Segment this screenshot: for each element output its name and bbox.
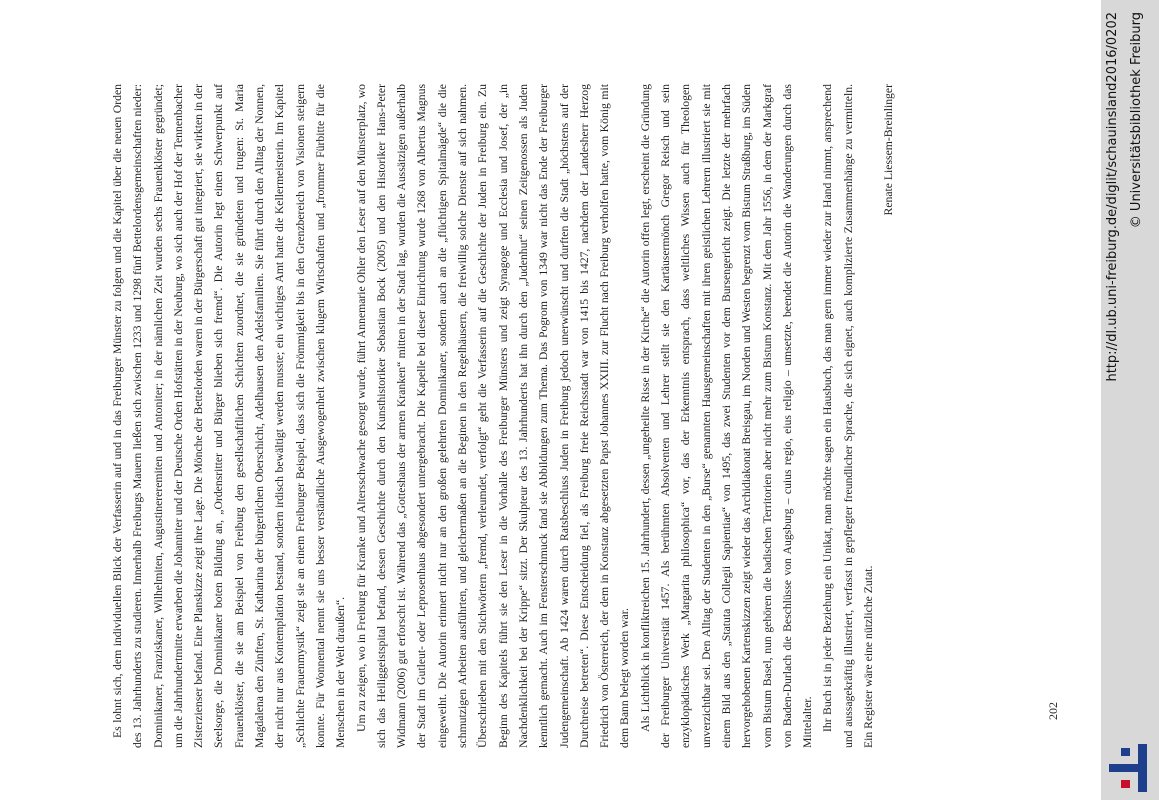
ub-freiburg-logo-icon [1107, 744, 1153, 792]
footer-rotated [1101, 0, 1159, 800]
paragraph-2: Um zu zeigen, wo in Freiburg für Kranke und Altersschwache gesorgt wurde, führt Annemarie Ohler den Leser auf den Münsterplatz, wo sich das Heiliggeistspital befand, dessen Geschichte durch den Kunsthistoriker Sebastian Bock (2005) und den Historiker Hans-Peter Widmann (2006) gut erforscht ist. Während das „Gotteshaus der armen Kranken“ mitten in der Stadt lag, wurden die Aussätzigen außerhalb der Stadt im Gutleut- oder Leprosenhaus abgesondert untergebracht. Die Kapelle bei dieser Einrichtung wurde 1268 von Albertus Magnus eingeweiht. Die Autorin erinnert nicht nur an den großen gelehrten Dominikaner, sondern auch an die „flüchtigen Spitalmägde“ die die schmutzigen Arbeiten ausführten, und gleichermaßen an die Beginen in den Regelhäusern, die freiwillig solche Dienste auf sich nahmen. Überschrieben mit den Stichwörtern „fremd, verleumdet, verfolgt“ geht die Verfasserin auf die Geschichte der Juden in Freiburg ein. Zu Beginn des Kapitels führt sie den Leser in die Vorhalle des Freiburger Münsters und zeigt Synagoge und Ecclesia und Josef, der „in Nachdenklichkeit bei der Krippe“ sitzt. Der Skulpteur des 13. Jahrhunderts hat ihn durch den „Judenhut“ seinen Zeitgenossen als Juden kenntlich gemacht. Auch im Fensterschmuck fand sie Abbildungen zum Thema. Das Pogrom von 1349 war nicht das Ende der Freiburger Judengemeinschaft. Ab 1424 waren durch Ratsbeschluss Juden in Freiburg jedoch unerwünscht und durften die Stadt „höchstens auf der Durchreise betreten“. Diese Entscheidung fiel, als Freiburg freie Reichsstadt war von 1415 bis 1427, nachdem der Landesherr Herzog Friedrich von Österreich, der dem in Konstanz abgesetzten Papst Johannes XXIII. zur Flucht nach Freiburg verholfen hatte, vom König mit dem Bann belegt worden war. [354, 84, 632, 748]
source-url-link[interactable]: http://dl.ub.uni-freiburg.de/diglit/schauinsland2016/0202 [1105, 12, 1120, 382]
author-signature: Renate Liessem-Breinlinger [882, 84, 896, 216]
paragraph-4: Ihr Buch ist in jeder Beziehung ein Unikat, man möchte sagen ein Hausbuch, das man gern immer wieder zur Hand nimmt, ansprechend und aussagekräftig illustriert, verfasst in gepflegter freundlicher Sprache, die sich eignet, auch komplizierte Zusammenhänge zu vermitteln. Ein Register wäre eine nützliche Zutat. [821, 84, 875, 748]
copyright-notice: © Universitätsbibliothek Freiburg [1129, 12, 1144, 229]
footer-sidebar [1101, 0, 1159, 800]
paragraph-3: Als Lichtblick in konfliktreichen 15. Jahrhundert, dessen „ungeheilte Risse in der Kirche“ die Autorin offen legt, erscheint die Gründung der Freiburger Universität 1457. Als berühmten Absolventen und Lehrer stellt sie den Kartäusermönch Gregor Reisch und sein enzyklopädisches Werk „Margarita philosophica“ vor, das der Erkenntnis entsprach, dass weltliches Wissen auch für Theologen unverzichtbar sei. Den Alltag der Studenten in den „Burse“ genannten Hausgemeinschaften mit ihren geistlichen Lehrern illustriert sie mit einem Bild aus den „Statuta Collegii Sapientiae“ von 1495, das zwei Studenten vor dem Bursengericht zeigt. Die letzte der mehrfach hervorgehobenen Kartenskizzen zeigt wieder das Archidiakonat Breisgau, im Norden und Westen begrenzt vom Bistum Straßburg, im Süden vom Bistum Basel, nun gehören die badischen Territorien aber nicht mehr zum Bistum Konstanz. Mit dem Jahr 1556, in dem der Markgraf von Baden-Durlach die Beschlüsse von Augsburg – cuius regio, eius religio – umsetzte, beendet die Autorin die Wanderungen durch das Mittelalter. [638, 84, 815, 748]
article-body [108, 84, 900, 748]
page-number: 202 [1046, 702, 1060, 720]
paragraph-1: Es lohnt sich, dem individuellen Blick der Verfasserin auf und in das Freiburger Münster zu folgen und die Kapitel über die neuen Orden des 13. Jahrhunderts zu studieren. Innerhalb Freiburgs Mauern ließen sich zwischen 1233 und 1298 fünf Bettelordensgemeinschaften nieder: Dominikaner, Franziskaner, Wilhelmiten, Augustinereremiten und Antoniter; in der nämlichen Zeit wurden sechs Frauenklöster gegründet; um die Jahrhundertmitte erwarben die Johanniter und der Deutsche Orden Hofstätten in der Neuburg, wo sich auch der Hof der Tennenbacher Zisterzienser befand. Eine Planskizze zeigt ihre Lage. Die Mönche der Bettelorden waren in der Bürgerschaft gut integriert, sie wirkten in der Seelsorge, die Dominikaner boten Bildung an, „Ordensritter und Bürger blieben sich fremd“. Die Autorin legt einen Schwerpunkt auf Frauenklöster, die sie am Beispiel von Freiburg den gesellschaftlichen Schichten zuordnet, die sie gründeten und trugen: St. Maria Magdalena den Zünften, St. Katharina der bürgerlichen Oberschicht, Adelhausen den Adelsfamilien. Sie führt durch den Alltag der Nonnen, der nicht nur aus Kontemplation bestand, sondern irdisch bewältigt werden musste; ein wichtiges Amt hatte die Kellermeisterin. Im Kapitel „Schlichte Frauenmystik“ zeigt sie an einem Freiburger Beispiel, dass sich die Frömmigkeit bis in den Grenzbereich von Visionen steigern konnte. Für Wonnental nennt sie uns besser verständliche Ausgewogenheit zwischen klugem Wirtschaften und „frommer Fürbitte für die Menschen in der Welt draußen“. [111, 84, 348, 748]
